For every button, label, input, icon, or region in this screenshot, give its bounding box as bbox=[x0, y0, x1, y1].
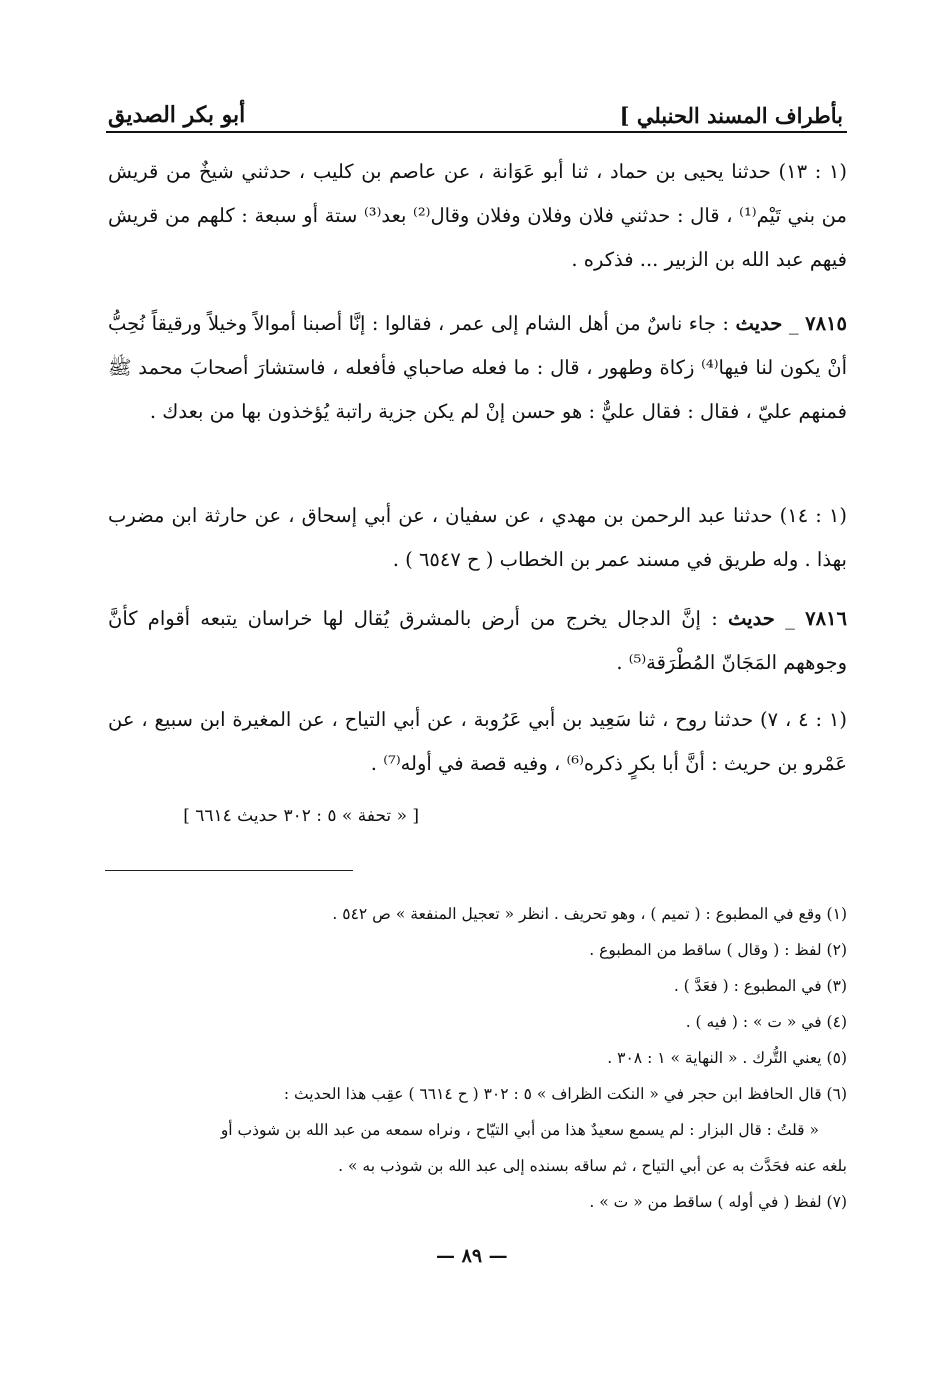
footnote-rule bbox=[105, 870, 353, 871]
footnote: (٥) يعني التُّرك . « النهاية » ١ : ٣٠٨ . bbox=[607, 1049, 847, 1067]
hadith-paragraph: ٧٨١٦ _ حديث : إنَّ الدجال يخرج من أرض بالمشرق يُقال لها خراسان يتبعه أقوام كأنَّ وجوههم المَجَانّ المُطْرَقة⁽⁵⁾ . bbox=[108, 607, 847, 674]
footnote: (٦) قال الحافظ ابن حجر في « النكت الظراف » ٥ : ٣٠٢ ( ح ٦٦١٤ ) عقِب هذا الحديث : bbox=[283, 1085, 847, 1103]
footnote: (٧) لفظ ( في أوله ) ساقط من « ت » . bbox=[589, 1193, 847, 1211]
page-number: — ٨٩ — bbox=[436, 1245, 508, 1267]
header-rule bbox=[106, 131, 847, 133]
footnote: (٣) في المطبوع : ( فعَدَّ ) . bbox=[673, 977, 847, 995]
footnotes bbox=[108, 896, 847, 1220]
isnad-paragraph: (١ : ١٤) حدثنا عبد الرحمن بن مهدي ، عن سفيان ، عن أبي إسحاق ، عن حارثة ابن مضرب بهذا . وله طريق في مسند عمر بن الخطاب ( ح ٦٥٤٧ ) . bbox=[108, 504, 847, 571]
isnad-paragraph: (١ : ٤ ، ٧) حدثنا روح ، ثنا سَعِيد بن أبي عَرُوبة ، عن أبي التياح ، عن المغيرة ابن سبيع ، عن عَمْرو بن حريث : أنَّ أبا بكرٍ ذكره⁽⁶⁾ ، وفيه قصة في أوله⁽⁷⁾ . bbox=[108, 708, 848, 775]
hadith-number: ٧٨١٥ bbox=[805, 312, 848, 335]
hadith-label: حديث bbox=[728, 607, 775, 630]
footnote: (١) وقع في المطبوع : ( تميم ) ، وهو تحريف . انظر « تعجيل المنفعة » ص ٥٤٢ . bbox=[332, 905, 847, 923]
book-title: بأطراف المسند الحنبلي ] bbox=[619, 103, 843, 128]
tuhfa-reference: [ « تحفة » ٥ : ٣٠٢ حديث ٦٦١٤ ] bbox=[183, 806, 419, 826]
section-title: أبو بكر الصديق bbox=[108, 102, 246, 128]
hadith-number: ٧٨١٦ bbox=[805, 607, 847, 630]
hadith-label: حديث bbox=[735, 312, 783, 335]
running-header bbox=[108, 88, 843, 128]
hadith-text: : جاء ناسٌ من أهل الشام إلى عمر ، فقالوا : إنَّا أصبنا أموالاً وخيلاً ورقيقاً نُحِبُّ أنْ يكون لنا فيها⁽⁴⁾ زكاة وطهور ، قال : ما فعله صاحباي فأفعله ، فاستشارَ أصحابَ محمد ﷺ فمنهم عليّ ، فقال : فقال عليٌّ : هو حسن إنْ لم يكن جزية راتبة يُؤخذون بها من بعدك . bbox=[108, 312, 847, 423]
hadith-paragraph: ٧٨١٥ _ حديث : جاء ناسٌ من أهل الشام إلى عمر ، فقالوا : إنَّا أصبنا أموالاً وخيلاً ورقيقاً نُحِبُّ أنْ يكون لنا فيها⁽⁴⁾ زكاة وطهور ، قال : ما فعله صاحباي فأفعله ، فاستشارَ أصحابَ محمد ﷺ فمنهم عليّ ، فقال : فقال عليٌّ : هو حسن إنْ لم يكن جزية راتبة يُؤخذون بها من بعدك . bbox=[108, 312, 848, 423]
footnote: (٢) لفظ : ( وقال ) ساقط من المطبوع . bbox=[589, 941, 847, 959]
footnote-quote: « قلتُ : قال البزار : لم يسمع سعيدٌ هذا من أبي التيّاح ، ونراه سمعه من عبد الله بن شوذب أو bbox=[220, 1121, 819, 1139]
footnote-quote: بلغه عنه فحَدَّث به عن أبي التياح ، ثم ساقه بسنده إلى عبد الله بن شوذب به » . bbox=[338, 1157, 847, 1175]
isnad-paragraph: (١ : ١٣) حدثنا يحيى بن حماد ، ثنا أبو عَوَانة ، عن عاصم بن كليب ، حدثني شيخٌ من قريش من بني تَيْم⁽¹⁾ ، قال : حدثني فلان وفلان وفلان وقال⁽²⁾ بعد⁽³⁾ ستة أو سبعة : كلهم من قريش فيهم عبد الله بن الزبير ... فذكره . bbox=[108, 160, 847, 271]
footnote: (٤) في « ت » : ( فيه ) . bbox=[685, 1013, 847, 1031]
hadith-text: : إنَّ الدجال يخرج من أرض بالمشرق يُقال لها خراسان يتبعه أقوام كأنَّ وجوههم المَجَانّ المُطْرَقة⁽⁵⁾ . bbox=[108, 607, 847, 674]
